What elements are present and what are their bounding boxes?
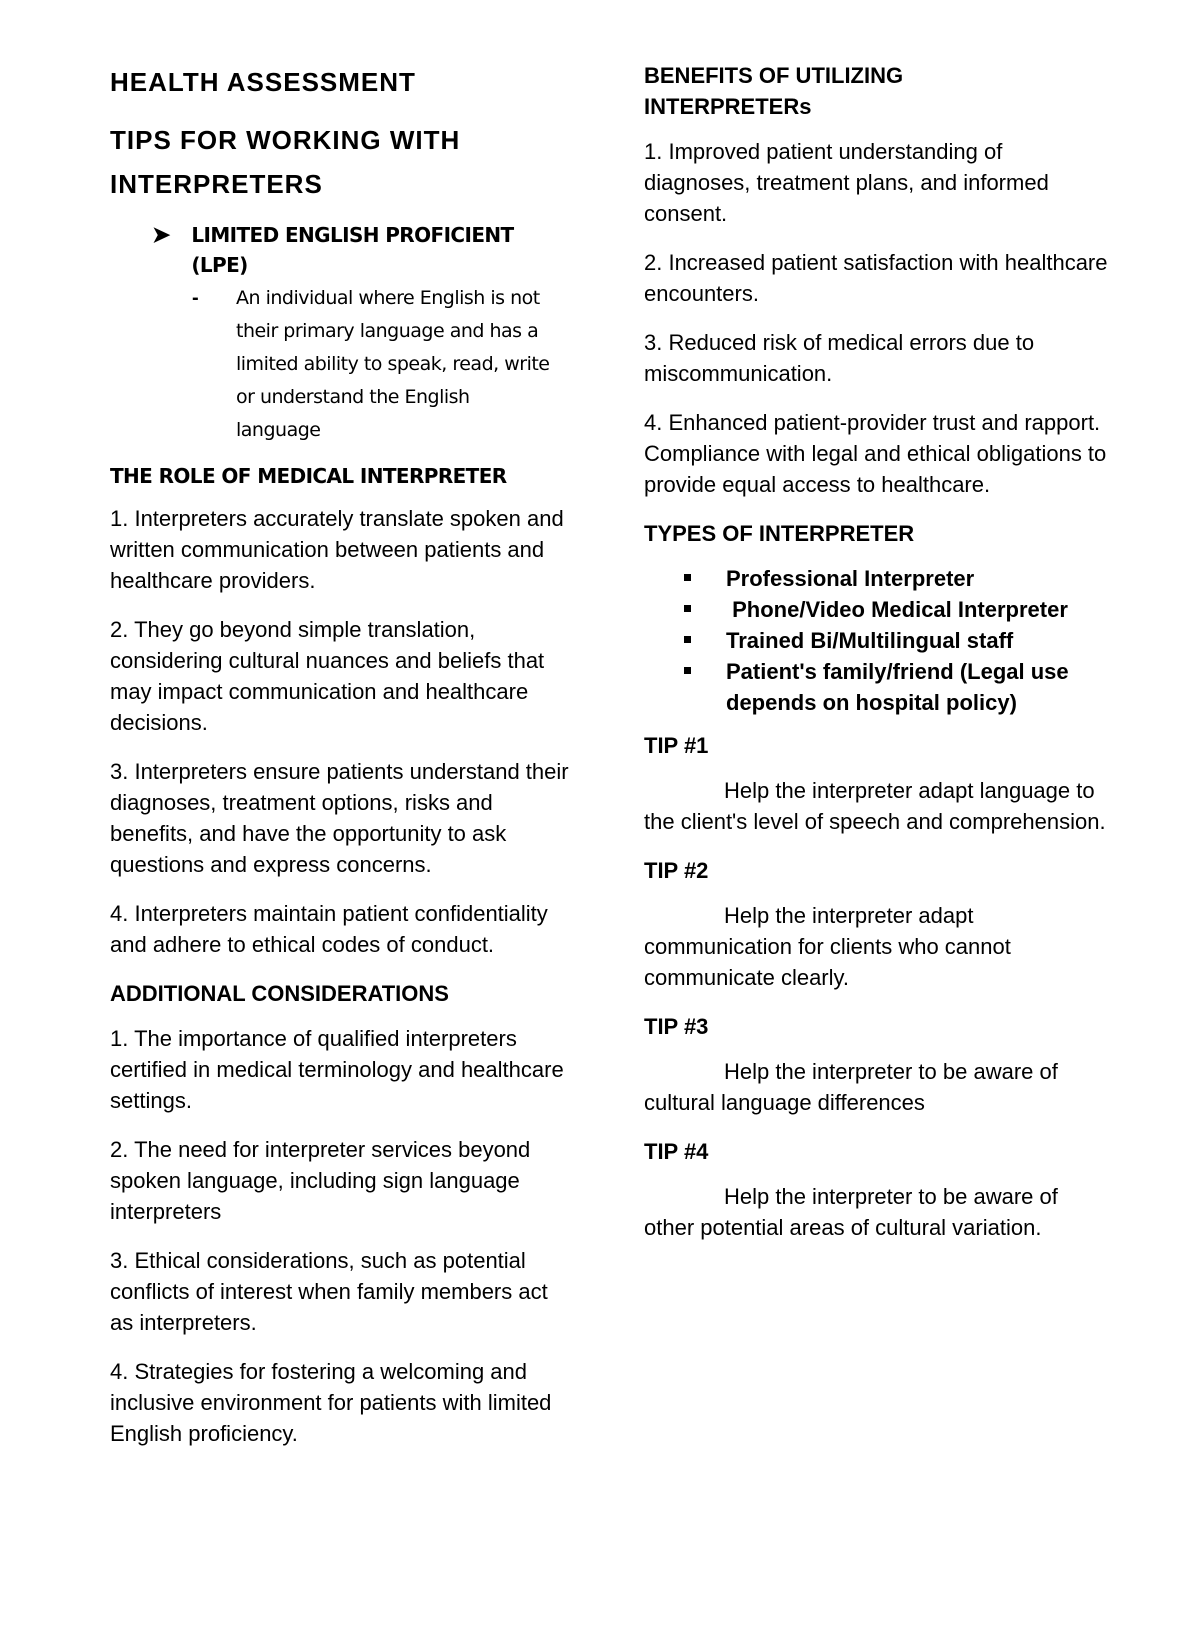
subtitle-line-1: TIPS FOR WORKING WITH [110, 125, 461, 155]
role-item-3: 3. Interpreters ensure patients understand their diagnoses, treatment options, risks and benefits, and have the opportunity to ask questions and express concerns. [110, 759, 569, 877]
lpe-definition-row [192, 282, 570, 447]
types-list [644, 563, 1114, 718]
subtitle-line-2: INTERPRETERS [110, 169, 323, 199]
list-item [684, 594, 1114, 625]
types-heading: TYPES OF INTERPRETER [644, 521, 915, 546]
benefits-heading-line-1: BENEFITS OF UTILIZING [644, 63, 904, 88]
dash-bullet-icon: - [192, 287, 199, 309]
benefit-item-2: 2. Increased patient satisfaction with healthcare encounters. [644, 250, 1108, 306]
type-item-4: Patient's family/friend (Legal use depends on hospital policy) [726, 659, 1069, 715]
role-item-1: 1. Interpreters accurately translate spoken and written communication between patients and healthcare providers. [110, 506, 564, 593]
tip-3-heading: TIP #3 [644, 1014, 709, 1039]
square-bullet-icon [684, 594, 726, 625]
type-item-1: Professional Interpreter [726, 566, 975, 591]
benefit-item-1: 1. Improved patient understanding of diagnoses, treatment plans, and informed consent. [644, 139, 1049, 226]
tip-2-heading: TIP #2 [644, 858, 709, 883]
lpe-definition: An individual where English is not their primary language and has a limited ability to speak, read, write or understand the English language [236, 287, 550, 441]
additional-item-1: 1. The importance of qualified interpreters certified in medical terminology and healthcare settings. [110, 1026, 564, 1113]
square-bullet-icon [684, 563, 726, 594]
tip-1-text: Help the interpreter adapt language to the client's level of speech and comprehension. [644, 778, 1106, 834]
role-heading: THE ROLE OF MEDICAL INTERPRETER [110, 464, 507, 488]
tip-1-heading: TIP #1 [644, 733, 709, 758]
list-item [684, 563, 1114, 594]
additional-heading: ADDITIONAL CONSIDERATIONS [110, 981, 449, 1006]
document-title: HEALTH ASSESSMENT [110, 67, 416, 97]
tip-2-text: Help the interpreter adapt communication for clients who cannot communicate clearly. [644, 903, 1011, 990]
additional-item-3: 3. Ethical considerations, such as potential conflicts of interest when family members act as interpreters. [110, 1248, 548, 1335]
lpe-heading: LIMITED ENGLISH PROFICIENT (LPE) [191, 223, 514, 277]
right-column [644, 60, 1114, 1261]
benefit-item-4: 4. Enhanced patient-provider trust and rapport. Compliance with legal and ethical obligations to provide equal access to healthcare. [644, 410, 1107, 497]
list-item [684, 625, 1114, 656]
tip-4-text: Help the interpreter to be aware of other potential areas of cultural variation. [644, 1184, 1058, 1240]
tip-4-heading: TIP #4 [644, 1139, 709, 1164]
square-bullet-icon [684, 625, 726, 656]
tip-3-text: Help the interpreter to be aware of cultural language differences [644, 1059, 1058, 1115]
list-item [684, 656, 1114, 718]
additional-item-4: 4. Strategies for fostering a welcoming and inclusive environment for patients with limited English proficiency. [110, 1359, 552, 1446]
role-item-2: 2. They go beyond simple translation, considering cultural nuances and beliefs that may impact communication and healthcare decisions. [110, 617, 545, 735]
lpe-item [152, 220, 570, 280]
additional-item-2: 2. The need for interpreter services beyond spoken language, including sign language interpreters [110, 1137, 531, 1224]
left-column [110, 60, 570, 1467]
type-item-2: Phone/Video Medical Interpreter [726, 597, 1068, 622]
role-item-4: 4. Interpreters maintain patient confidentiality and adhere to ethical codes of conduct. [110, 901, 548, 957]
type-item-3: Trained Bi/Multilingual staff [726, 628, 1014, 653]
benefit-item-3: 3. Reduced risk of medical errors due to miscommunication. [644, 330, 1035, 386]
benefits-heading-line-2: INTERPRETERs [644, 94, 812, 119]
arrow-bullet-icon: ➤ [152, 222, 171, 247]
square-bullet-icon [684, 656, 726, 718]
benefits-heading [644, 60, 1114, 122]
